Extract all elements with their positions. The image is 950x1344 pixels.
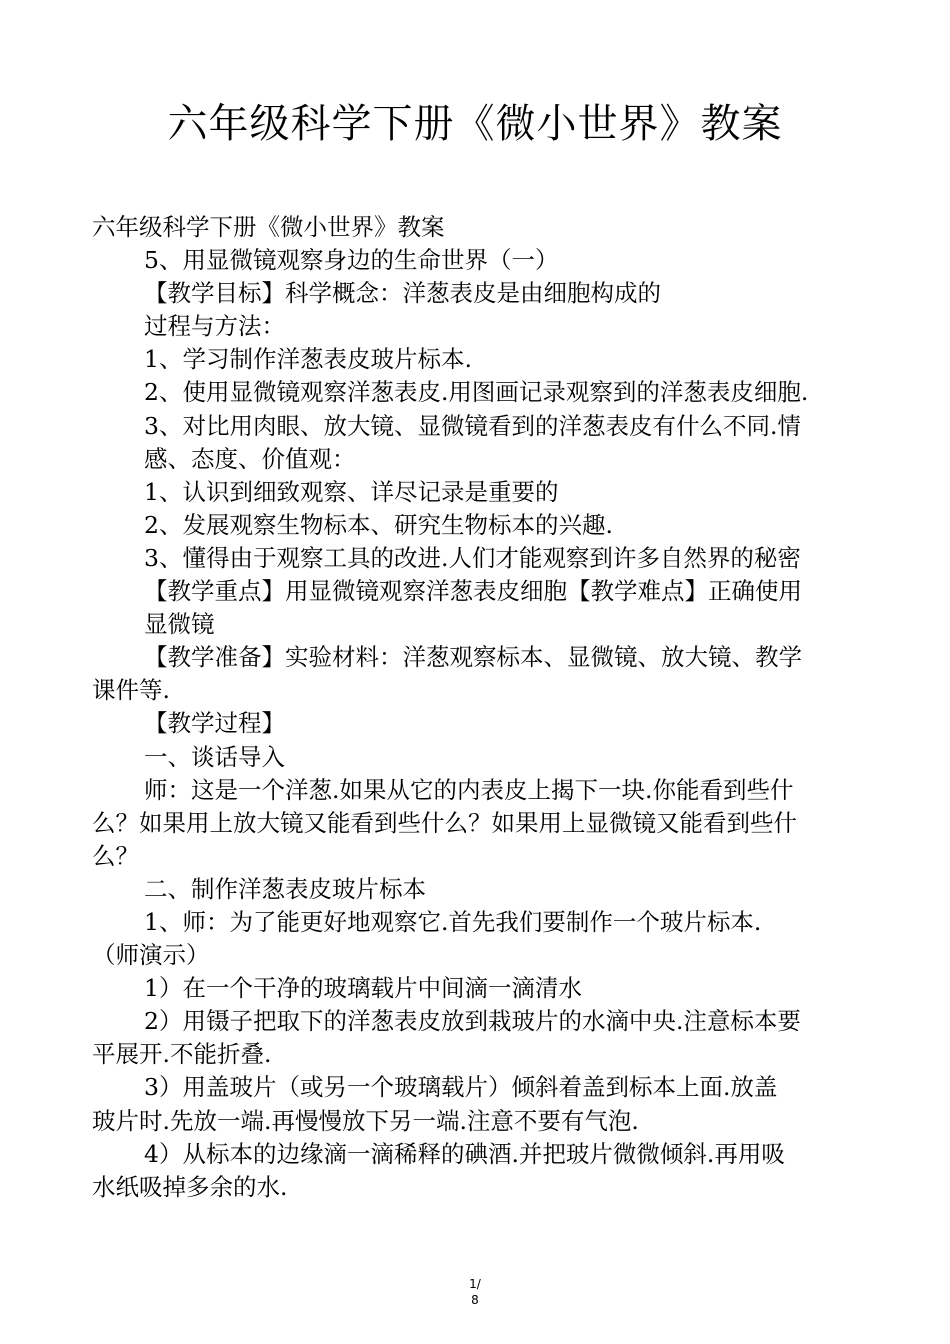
document-body bbox=[92, 211, 862, 1204]
body-line: 【教学重点】用显微镜观察洋葱表皮细胞【教学难点】正确使用 bbox=[144, 577, 802, 606]
body-line: 【教学目标】科学概念：洋葱表皮是由细胞构成的 bbox=[144, 279, 661, 308]
body-line: 2、使用显微镜观察洋葱表皮.用图画记录观察到的洋葱表皮细胞. bbox=[144, 378, 809, 407]
body-line: 水纸吸掉多余的水. bbox=[92, 1172, 288, 1201]
page-number bbox=[460, 1276, 490, 1308]
body-line: 玻片时.先放一端.再慢慢放下另一端.注意不要有气泡. bbox=[92, 1106, 639, 1135]
body-line: （师演示） bbox=[92, 941, 210, 970]
body-line: 【教学过程】 bbox=[144, 709, 285, 738]
body-line: 么？ bbox=[92, 841, 139, 870]
body-line: 1、师：为了能更好地观察它.首先我们要制作一个玻片标本. bbox=[144, 907, 762, 936]
body-line: 六年级科学下册《微小世界》教案 bbox=[92, 213, 445, 241]
page-title: 六年级科学下册《微小世界》教案 bbox=[167, 101, 783, 147]
body-line: 【教学准备】实验材料：洋葱观察标本、显微镜、放大镜、教学 bbox=[144, 643, 802, 672]
body-line: 2）用镊子把取下的洋葱表皮放到栽玻片的水滴中央.注意标本要 bbox=[144, 1007, 801, 1036]
body-line: 3、对比用肉眼、放大镜、显微镜看到的洋葱表皮有什么不同.情 bbox=[144, 411, 801, 440]
body-line: 课件等. bbox=[92, 676, 170, 705]
body-line: 二、制作洋葱表皮玻片标本 bbox=[144, 874, 426, 903]
body-line: 5、用显微镜观察身边的生命世界（一） bbox=[144, 246, 559, 275]
body-line: 过程与方法： bbox=[144, 312, 285, 341]
body-line: 一、谈话导入 bbox=[144, 742, 285, 771]
body-line: 感、态度、价值观： bbox=[144, 444, 356, 473]
body-line: 师：这是一个洋葱.如果从它的内表皮上揭下一块.你能看到些什 bbox=[144, 775, 794, 804]
page-number-current: 1/ bbox=[469, 1277, 481, 1291]
body-line: 3、懂得由于观察工具的改进.人们才能观察到许多自然界的秘密 bbox=[144, 543, 801, 572]
body-line: 么？如果用上放大镜又能看到些什么？如果用上显微镜又能看到些什 bbox=[92, 808, 797, 837]
body-line: 2、发展观察生物标本、研究生物标本的兴趣. bbox=[144, 510, 613, 539]
page-number-total: 8 bbox=[471, 1293, 479, 1307]
body-line: 1）在一个干净的玻璃载片中间滴一滴清水 bbox=[144, 974, 582, 1003]
body-line: 3）用盖玻片（或另一个玻璃载片）倾斜着盖到标本上面.放盖 bbox=[144, 1073, 778, 1102]
body-line: 4）从标本的边缘滴一滴稀释的碘酒.并把玻片微微倾斜.再用吸 bbox=[144, 1139, 785, 1168]
body-line: 1、认识到细致观察、详尽记录是重要的 bbox=[144, 477, 559, 506]
body-line: 1、学习制作洋葱表皮玻片标本. bbox=[144, 345, 472, 374]
body-line: 平展开.不能折叠. bbox=[92, 1040, 272, 1069]
body-line: 显微镜 bbox=[144, 610, 215, 639]
